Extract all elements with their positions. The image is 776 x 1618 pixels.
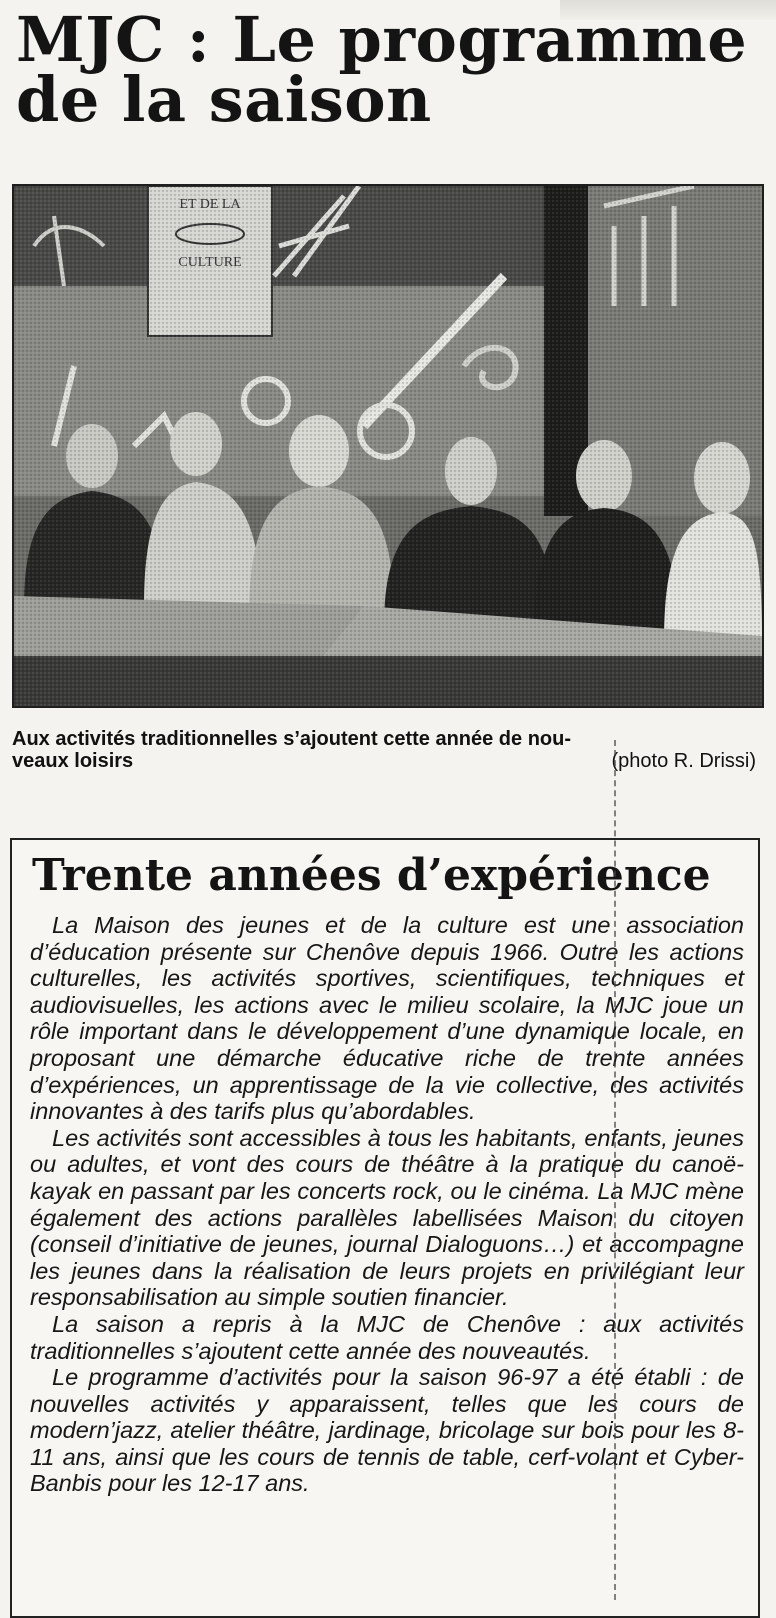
page-headline xyxy=(16,3,756,136)
headline-line-1: MJC : Le programme xyxy=(16,3,748,76)
article-paragraph: La Maison des jeunes et de la culture est une association d’éducation présente sur Chenôve depuis 1966. Outre les actions culturelles, les activités sportives, scientifiques, techniques et audiovisuelles, les actions avec le milieu scolaire, la MJC joue un rôle important dans le développement d’une dynamique locale, en proposant une démarche éducative riche de trente années d’expériences, un apprentissage de la vie collective, des activités innovantes à des tarifs plus qu’abordables. xyxy=(30,912,744,1125)
article-paragraph: La saison a repris à la MJC de Chenôve : aux activités traditionnelles s’ajoutent cette année des nouveautés. xyxy=(30,1310,744,1364)
photo-caption xyxy=(12,728,764,772)
article-title: Trente années d’expérience xyxy=(32,850,711,901)
group-photo xyxy=(12,184,764,708)
article-body xyxy=(30,912,744,1497)
photo-illustration xyxy=(14,186,762,706)
article-paragraph: Les activités sont accessibles à tous les habitants, enfants, jeunes ou adultes, et vont des cours de théâtre à la pratique du canoë-kayak en passant par les concerts rock, ou le cinéma. La MJC mène également des actions parallèles labellisées Maison du citoyen (conseil d’initiative de jeunes, journal Dialoguons…) et accompagne les jeunes dans la réalisation de leurs projets en privilégiant leur responsabilisation au simple soutien financier. xyxy=(30,1124,744,1311)
caption-line-1: Aux activités traditionnelles s’ajoutent cette année de nou- xyxy=(12,728,572,750)
article-paragraph: Le programme d’activités pour la saison 96-97 a été établi : de nouvelles activités y apparaissent, telles que les cours de modern’jazz, atelier théâtre, jardinage, bricolage sur bois pour les 8-11 ans, ainsi que les cours de tennis de table, cerf-volant et Cyber-Banbis pour les 12-17 ans. xyxy=(30,1364,744,1497)
caption-line-2: veaux loisirs xyxy=(12,750,134,772)
article-box xyxy=(10,838,760,1618)
paper-fold-line xyxy=(614,740,618,1600)
photo-credit: (photo R. Drissi) xyxy=(611,750,756,772)
headline-line-2: de la saison xyxy=(16,63,432,136)
